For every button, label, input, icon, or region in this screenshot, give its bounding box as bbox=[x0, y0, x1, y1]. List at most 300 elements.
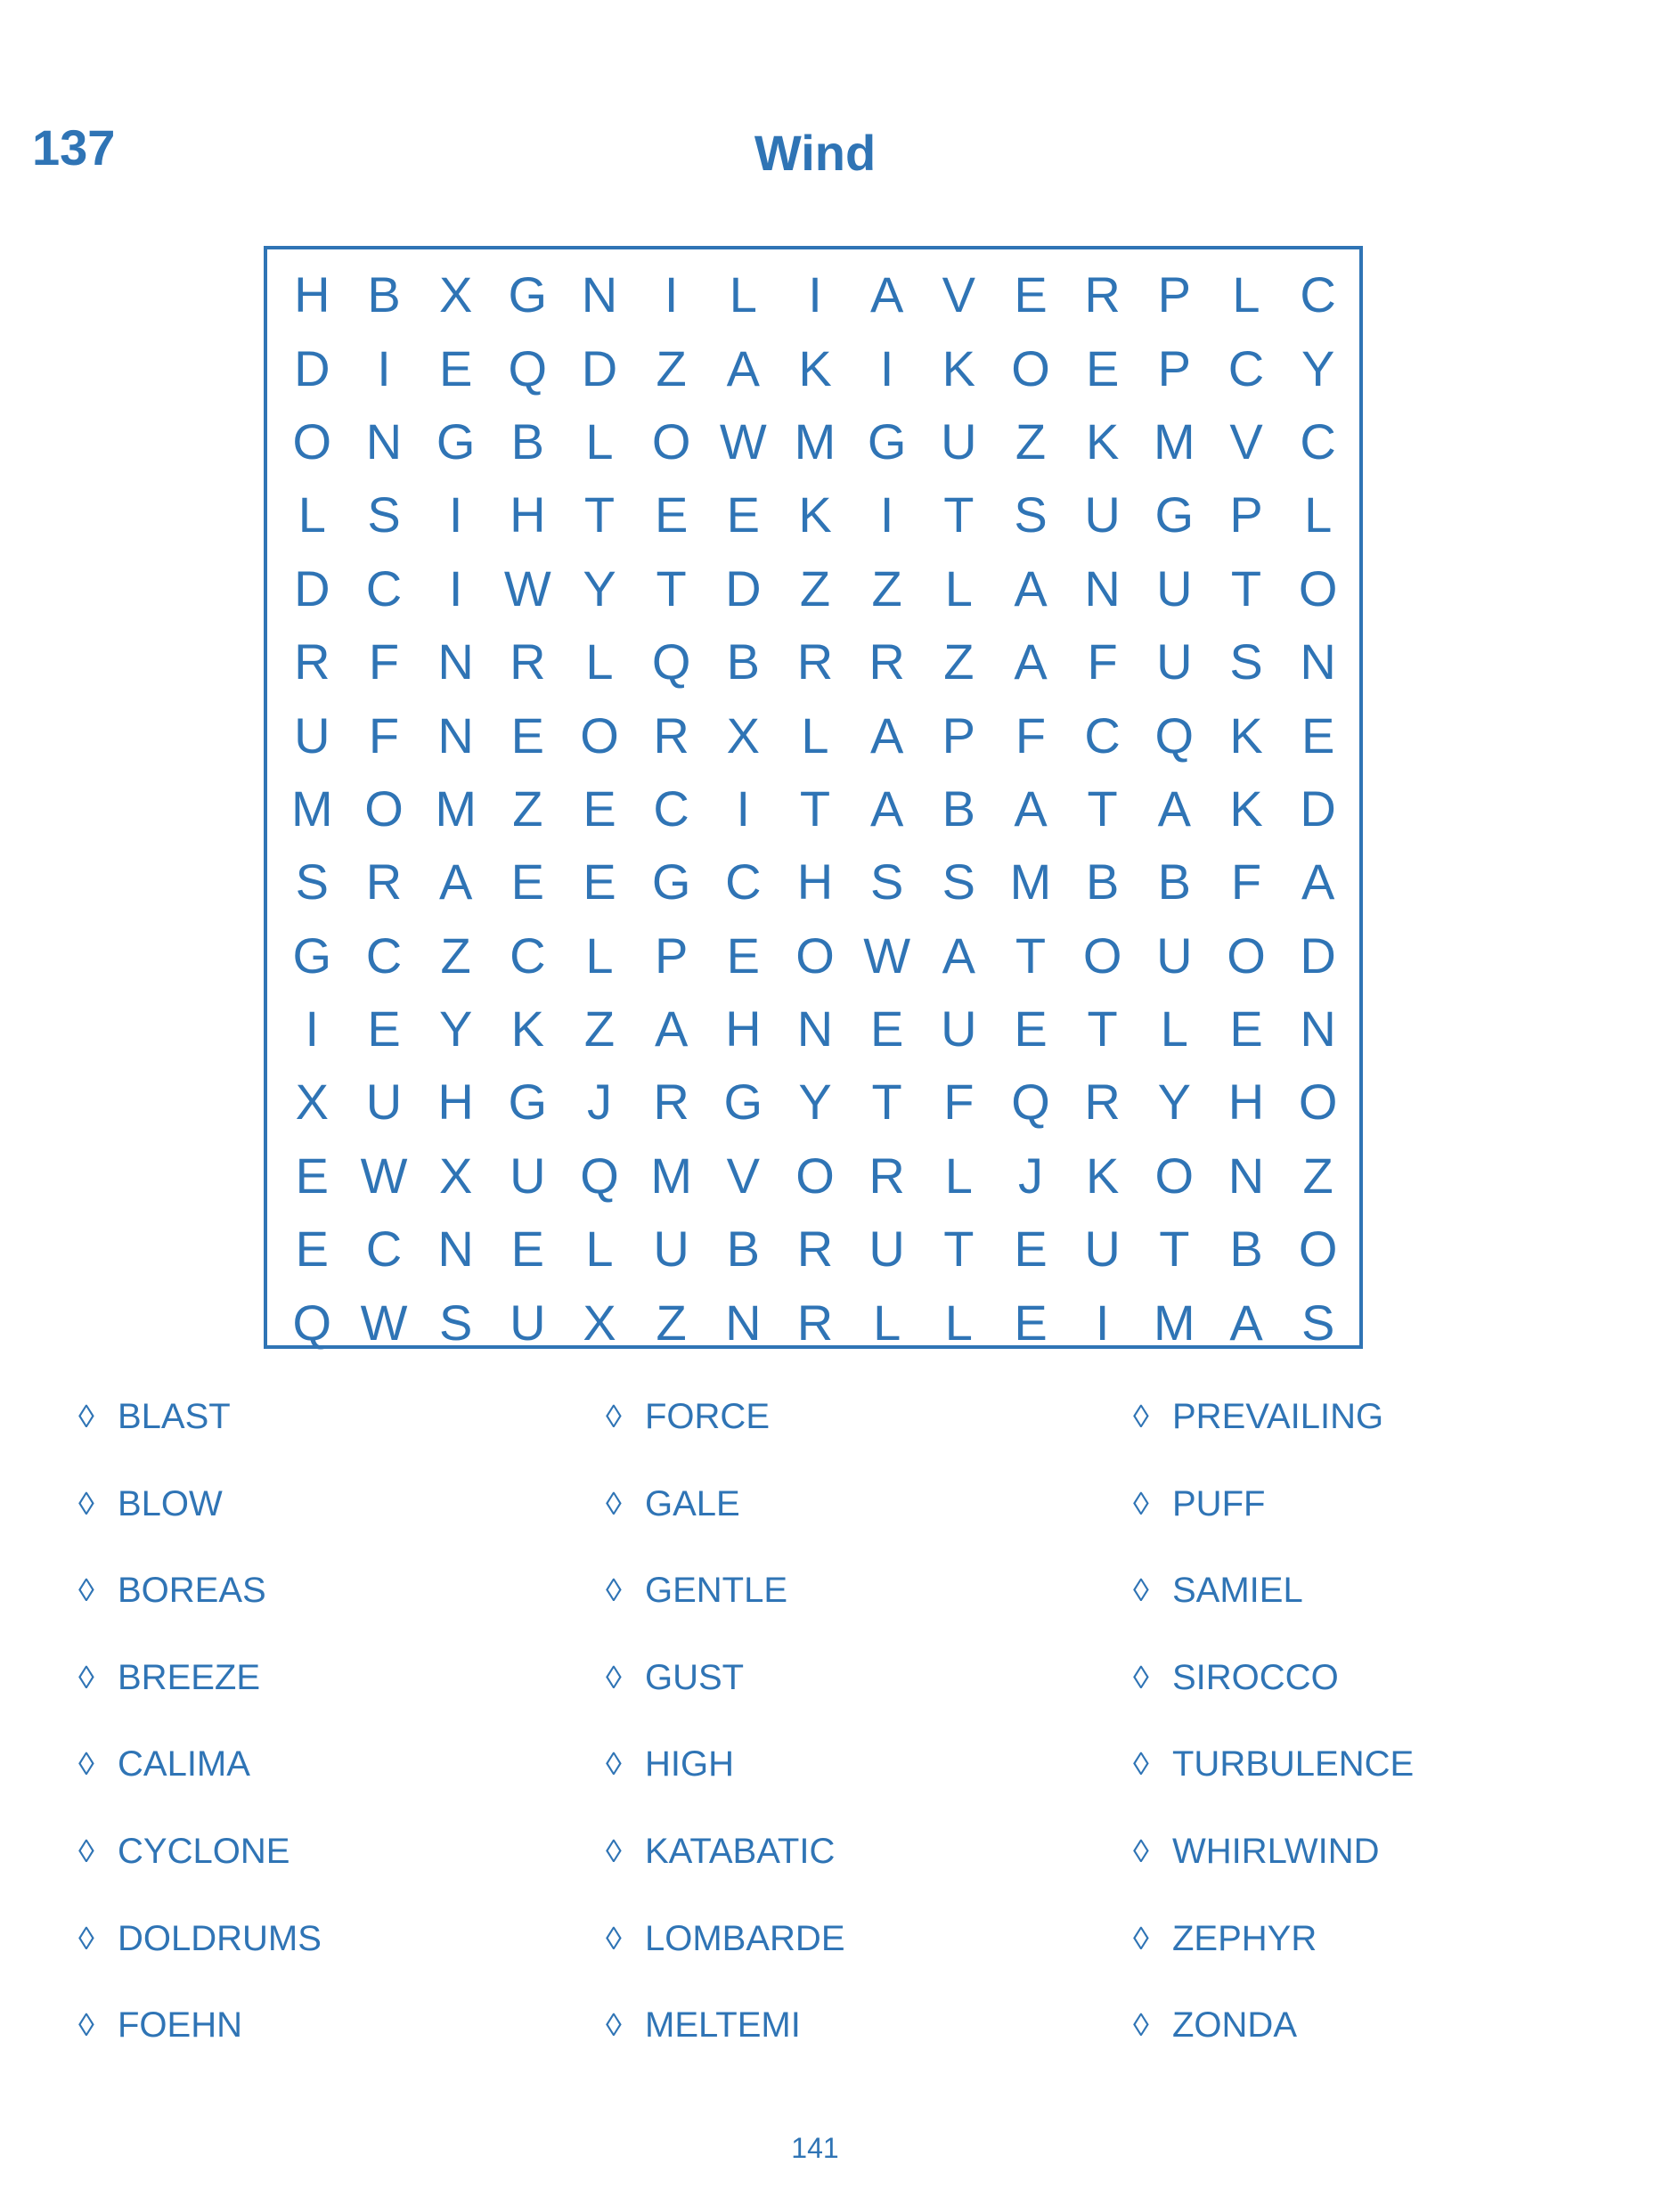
grid-cell[interactable]: O bbox=[1227, 927, 1266, 984]
grid-cell[interactable]: X bbox=[726, 706, 760, 764]
grid-cell[interactable]: B bbox=[510, 412, 544, 470]
grid-cell[interactable]: T bbox=[656, 559, 687, 617]
grid-cell[interactable]: M bbox=[1009, 853, 1052, 911]
diamond-icon: ◊ bbox=[78, 1658, 94, 1695]
grid-cell[interactable]: C bbox=[365, 1221, 403, 1278]
grid-cell[interactable]: C bbox=[653, 780, 689, 837]
word-list-item bbox=[606, 1833, 845, 1921]
grid-cell[interactable]: S bbox=[869, 853, 904, 911]
grid-cell[interactable]: B bbox=[1229, 1221, 1263, 1278]
grid-cell[interactable]: I bbox=[736, 780, 751, 837]
diamond-icon: ◊ bbox=[78, 1398, 94, 1434]
diamond-icon: ◊ bbox=[606, 1658, 622, 1695]
word-list-item bbox=[78, 1572, 322, 1660]
grid-cell[interactable]: R bbox=[510, 633, 546, 690]
grid-cell[interactable]: M bbox=[1153, 1294, 1195, 1351]
grid-cell[interactable]: Q bbox=[651, 633, 691, 690]
grid-cell[interactable]: N bbox=[365, 412, 403, 470]
grid-cell[interactable]: Z bbox=[871, 559, 902, 617]
diamond-icon: ◊ bbox=[606, 2006, 622, 2044]
grid-cell[interactable]: F bbox=[1015, 706, 1047, 764]
diamond-icon: ◊ bbox=[606, 1919, 622, 1956]
grid-cell[interactable]: V bbox=[942, 266, 975, 323]
word-list-item bbox=[1133, 2007, 1414, 2095]
grid-cell[interactable]: J bbox=[586, 1074, 612, 1131]
grid-cell[interactable]: P bbox=[1157, 339, 1191, 396]
grid-cell[interactable]: N bbox=[437, 633, 474, 690]
diamond-icon: ◊ bbox=[78, 2006, 94, 2044]
grid-cell[interactable]: R bbox=[869, 633, 905, 690]
word-list-item bbox=[606, 1918, 845, 2008]
grid-cell[interactable]: V bbox=[726, 1147, 760, 1204]
grid-cell[interactable]: L bbox=[944, 1294, 973, 1351]
diamond-icon: ◊ bbox=[1133, 1832, 1149, 1869]
grid-cell[interactable]: C bbox=[1300, 266, 1336, 323]
grid-cell[interactable]: B bbox=[1157, 853, 1191, 911]
grid-cell[interactable]: E bbox=[510, 1221, 544, 1278]
grid-cell[interactable]: K bbox=[798, 339, 832, 396]
grid-cell[interactable]: T bbox=[1087, 780, 1118, 837]
grid-cell[interactable]: A bbox=[1014, 633, 1048, 690]
grid-cell[interactable]: G bbox=[1154, 486, 1195, 543]
word-list-item bbox=[606, 1399, 845, 1486]
grid-cell[interactable]: U bbox=[1156, 559, 1193, 617]
grid-cell[interactable]: U bbox=[510, 1147, 546, 1204]
word-label: LOMBARDE bbox=[645, 1918, 845, 1958]
grid-cell[interactable]: A bbox=[869, 780, 904, 837]
grid-cell[interactable]: E bbox=[510, 706, 544, 764]
word-list-item bbox=[78, 1483, 322, 1573]
grid-cell[interactable]: K bbox=[1085, 412, 1120, 470]
grid-cell[interactable]: Z bbox=[943, 633, 975, 690]
grid-cell[interactable]: T bbox=[943, 486, 975, 543]
grid-cell[interactable]: E bbox=[869, 1000, 904, 1058]
grid-cell[interactable]: D bbox=[294, 339, 330, 396]
grid-cell[interactable]: M bbox=[1153, 412, 1195, 470]
word-label: MELTEMI bbox=[645, 2005, 801, 2046]
word-column-2 bbox=[606, 1399, 845, 2095]
word-list-item bbox=[1133, 1657, 1414, 1747]
grid-cell[interactable]: H bbox=[510, 486, 546, 543]
grid-cell[interactable]: P bbox=[654, 927, 689, 984]
grid-cell[interactable]: L bbox=[298, 486, 326, 543]
word-label: PREVAILING bbox=[1172, 1397, 1384, 1436]
grid-cell[interactable]: R bbox=[1084, 1074, 1121, 1131]
grid-cell[interactable]: U bbox=[653, 1221, 689, 1278]
grid-cell[interactable]: K bbox=[1085, 1147, 1120, 1204]
diamond-icon: ◊ bbox=[78, 1745, 94, 1783]
grid-cell[interactable]: Q bbox=[1154, 706, 1195, 764]
word-label: BLOW bbox=[118, 1483, 223, 1523]
grid-cell[interactable]: H bbox=[1227, 1074, 1265, 1131]
grid-cell[interactable]: F bbox=[1230, 853, 1262, 911]
grid-cell[interactable]: U bbox=[510, 1294, 546, 1351]
grid-cell[interactable]: N bbox=[1300, 633, 1336, 690]
diamond-icon: ◊ bbox=[78, 1832, 94, 1869]
grid-cell[interactable]: A bbox=[1229, 1294, 1263, 1351]
grid-cell[interactable]: O bbox=[1082, 927, 1122, 984]
grid-cell[interactable]: O bbox=[651, 412, 691, 470]
grid-cell[interactable]: U bbox=[869, 1221, 905, 1278]
diamond-icon: ◊ bbox=[606, 1832, 622, 1869]
grid-cell[interactable]: B bbox=[942, 780, 975, 837]
grid-cell[interactable]: B bbox=[726, 633, 760, 690]
grid-cell[interactable]: N bbox=[1084, 559, 1121, 617]
grid-cell[interactable]: R bbox=[653, 706, 689, 764]
grid-cell[interactable]: R bbox=[653, 1074, 689, 1131]
grid-cell[interactable]: T bbox=[583, 486, 616, 543]
grid-cell[interactable]: T bbox=[1015, 927, 1047, 984]
grid-cell[interactable]: S bbox=[1014, 486, 1048, 543]
word-label: CALIMA bbox=[118, 1744, 250, 1784]
grid-cell[interactable]: P bbox=[1157, 266, 1191, 323]
word-search-grid bbox=[264, 246, 1363, 1349]
grid-cell[interactable]: I bbox=[448, 559, 463, 617]
grid-cell[interactable]: S bbox=[942, 853, 975, 911]
grid-cell[interactable]: G bbox=[508, 1074, 548, 1131]
grid-cell[interactable]: L bbox=[729, 266, 757, 323]
word-column-3 bbox=[1133, 1399, 1414, 2095]
grid-cell[interactable]: Y bbox=[583, 559, 616, 617]
grid-cell[interactable]: M bbox=[291, 780, 333, 837]
word-label: ZONDA bbox=[1172, 2005, 1297, 2046]
grid-cell[interactable]: L bbox=[873, 1294, 901, 1351]
grid-cell[interactable]: Y bbox=[1157, 1074, 1191, 1131]
grid-cell[interactable]: K bbox=[510, 1000, 544, 1058]
grid-cell[interactable]: K bbox=[942, 339, 975, 396]
grid-cell[interactable]: F bbox=[943, 1074, 975, 1131]
grid-cell[interactable]: T bbox=[943, 1221, 975, 1278]
grid-cell[interactable]: E bbox=[583, 780, 616, 837]
word-label: DOLDRUMS bbox=[118, 1918, 322, 1958]
grid-cell[interactable]: G bbox=[292, 927, 332, 984]
grid-cell[interactable]: U bbox=[1156, 633, 1193, 690]
grid-cell[interactable]: L bbox=[1304, 486, 1333, 543]
grid-cell[interactable]: A bbox=[1301, 853, 1335, 911]
diamond-icon: ◊ bbox=[1133, 1572, 1149, 1609]
word-list-item bbox=[1133, 1399, 1414, 1486]
grid-cell[interactable]: Z bbox=[512, 780, 543, 837]
grid-cell[interactable]: H bbox=[294, 266, 330, 323]
grid-cell[interactable]: F bbox=[368, 633, 400, 690]
grid-cell[interactable]: K bbox=[798, 486, 832, 543]
diamond-icon: ◊ bbox=[1133, 2006, 1149, 2044]
grid-cell[interactable]: I bbox=[377, 339, 391, 396]
grid-cell[interactable]: E bbox=[583, 853, 616, 911]
word-label: TURBULENCE bbox=[1172, 1744, 1415, 1784]
grid-cell[interactable]: L bbox=[1232, 266, 1260, 323]
grid-cell[interactable]: O bbox=[364, 780, 404, 837]
grid-cell[interactable]: D bbox=[1300, 927, 1336, 984]
word-label: BREEZE bbox=[118, 1657, 261, 1697]
grid-cell[interactable]: O bbox=[292, 412, 332, 470]
grid-cell[interactable]: L bbox=[1160, 1000, 1188, 1058]
word-list bbox=[0, 1399, 1680, 2111]
grid-cell[interactable]: T bbox=[799, 780, 831, 837]
word-list-item bbox=[606, 1657, 845, 1747]
grid-cell[interactable]: L bbox=[801, 706, 829, 764]
word-list-item bbox=[1133, 1918, 1414, 2008]
grid-cell[interactable]: E bbox=[1301, 706, 1335, 764]
word-list-item bbox=[606, 1746, 845, 1833]
grid-cell[interactable]: D bbox=[581, 339, 618, 396]
grid-cell[interactable]: N bbox=[437, 706, 474, 764]
grid-cell[interactable]: N bbox=[1227, 1147, 1265, 1204]
grid-cell[interactable]: E bbox=[726, 927, 760, 984]
grid-cell[interactable]: E bbox=[1085, 339, 1120, 396]
grid-cell[interactable]: R bbox=[869, 1147, 905, 1204]
diamond-icon: ◊ bbox=[606, 1484, 622, 1522]
grid-cell[interactable]: A bbox=[726, 339, 760, 396]
word-label: FORCE bbox=[645, 1397, 770, 1436]
grid-cell[interactable]: L bbox=[944, 559, 973, 617]
grid-cell[interactable]: G bbox=[436, 412, 476, 470]
grid-cell[interactable]: E bbox=[1014, 1221, 1048, 1278]
grid-cell[interactable]: Z bbox=[1302, 1147, 1333, 1204]
grid-cell[interactable]: X bbox=[295, 1074, 329, 1131]
grid-cell[interactable]: A bbox=[1014, 780, 1048, 837]
grid-cell[interactable]: M bbox=[650, 1147, 692, 1204]
grid-cell[interactable]: Z bbox=[656, 1294, 687, 1351]
grid-cell[interactable]: E bbox=[438, 339, 473, 396]
grid-cell[interactable]: A bbox=[438, 853, 473, 911]
grid-cell[interactable]: H bbox=[437, 1074, 474, 1131]
grid-cell[interactable]: N bbox=[581, 266, 618, 323]
grid-cell[interactable]: H bbox=[796, 853, 834, 911]
grid-cell[interactable]: E bbox=[1014, 1000, 1048, 1058]
grid-cell[interactable]: S bbox=[1301, 1294, 1335, 1351]
grid-cell[interactable]: C bbox=[1227, 339, 1265, 396]
grid-cell[interactable]: R bbox=[365, 853, 403, 911]
word-label: PUFF bbox=[1172, 1483, 1266, 1523]
grid-cell[interactable]: G bbox=[867, 412, 907, 470]
grid-cell[interactable]: E bbox=[1014, 266, 1048, 323]
grid-cell[interactable]: C bbox=[1300, 412, 1336, 470]
grid-cell[interactable]: N bbox=[725, 1294, 762, 1351]
grid-cell[interactable]: Q bbox=[580, 1147, 619, 1204]
word-label: ZEPHYR bbox=[1172, 1918, 1317, 1958]
grid-cell[interactable]: N bbox=[1300, 1000, 1336, 1058]
grid-cell[interactable]: I bbox=[879, 486, 894, 543]
grid-cell[interactable]: O bbox=[1298, 559, 1338, 617]
diamond-icon: ◊ bbox=[1133, 1745, 1149, 1783]
grid-cell[interactable]: O bbox=[1011, 339, 1050, 396]
grid-cell[interactable]: Q bbox=[508, 339, 548, 396]
grid-cell[interactable]: I bbox=[879, 339, 894, 396]
grid-cell[interactable]: X bbox=[438, 266, 473, 323]
grid-cell[interactable]: U bbox=[365, 1074, 403, 1131]
grid-cell[interactable]: C bbox=[510, 927, 546, 984]
grid-cell[interactable]: G bbox=[723, 1074, 763, 1131]
word-list-item bbox=[78, 1657, 322, 1747]
grid-cell[interactable]: X bbox=[438, 1147, 473, 1204]
grid-cell[interactable]: E bbox=[295, 1147, 329, 1204]
grid-cell[interactable]: K bbox=[1229, 706, 1263, 764]
grid-cell[interactable]: T bbox=[1230, 559, 1262, 617]
grid-cell[interactable]: G bbox=[651, 853, 691, 911]
grid-cell[interactable]: B bbox=[367, 266, 401, 323]
grid-cell[interactable]: D bbox=[725, 559, 762, 617]
grid-cell[interactable]: I bbox=[448, 486, 463, 543]
grid-cell[interactable]: Z bbox=[799, 559, 831, 617]
grid-cell[interactable]: C bbox=[725, 853, 762, 911]
word-list-item bbox=[1133, 1833, 1414, 1921]
diamond-icon: ◊ bbox=[78, 1572, 94, 1609]
grid-cell[interactable]: R bbox=[1084, 266, 1121, 323]
grid-cell[interactable]: O bbox=[795, 1147, 835, 1204]
grid-cell[interactable]: S bbox=[438, 1294, 473, 1351]
grid-cell[interactable]: Y bbox=[798, 1074, 832, 1131]
grid-cell[interactable]: L bbox=[585, 412, 614, 470]
grid-cell[interactable]: L bbox=[585, 927, 614, 984]
word-label: GENTLE bbox=[645, 1571, 788, 1611]
diamond-icon: ◊ bbox=[1133, 1919, 1149, 1956]
word-label: CYCLONE bbox=[118, 1831, 290, 1871]
grid-cell[interactable]: I bbox=[305, 1000, 320, 1058]
diamond-icon: ◊ bbox=[78, 1484, 94, 1522]
grid-cell[interactable]: Q bbox=[292, 1294, 332, 1351]
grid-cell[interactable]: S bbox=[295, 853, 329, 911]
grid-cell[interactable]: E bbox=[1229, 1000, 1263, 1058]
grid-cell[interactable]: C bbox=[1084, 706, 1121, 764]
grid-cell[interactable]: O bbox=[795, 927, 835, 984]
grid-cell[interactable]: P bbox=[942, 706, 975, 764]
grid-cell[interactable]: C bbox=[365, 559, 403, 617]
diamond-icon: ◊ bbox=[78, 1919, 94, 1956]
grid-cell[interactable]: T bbox=[1159, 1221, 1190, 1278]
grid-cell[interactable]: V bbox=[1229, 412, 1263, 470]
grid-cell[interactable]: H bbox=[725, 1000, 762, 1058]
word-list-item bbox=[1133, 1483, 1414, 1573]
diamond-icon: ◊ bbox=[1133, 1658, 1149, 1695]
grid-cell[interactable]: U bbox=[941, 412, 977, 470]
grid-cell[interactable]: T bbox=[1087, 1000, 1118, 1058]
grid-cell[interactable]: U bbox=[1084, 1221, 1121, 1278]
word-list-item bbox=[78, 1746, 322, 1833]
word-list-item bbox=[1133, 1746, 1414, 1833]
grid-cell[interactable]: Z bbox=[1015, 412, 1047, 470]
word-label: GALE bbox=[645, 1483, 740, 1523]
puzzle-number: 137 bbox=[32, 119, 116, 176]
grid-cell[interactable]: L bbox=[585, 1221, 614, 1278]
grid-cell[interactable]: R bbox=[796, 1221, 834, 1278]
grid-cell[interactable]: A bbox=[869, 266, 904, 323]
grid-cell[interactable]: Y bbox=[1301, 339, 1335, 396]
grid-cell[interactable]: X bbox=[583, 1294, 616, 1351]
grid-cell[interactable]: U bbox=[1084, 486, 1121, 543]
grid-cell[interactable]: W bbox=[360, 1294, 408, 1351]
grid-cell[interactable]: N bbox=[796, 1000, 834, 1058]
grid-cell[interactable]: A bbox=[654, 1000, 689, 1058]
grid-cell[interactable]: I bbox=[664, 266, 679, 323]
grid-cell[interactable]: W bbox=[503, 559, 551, 617]
grid-cell[interactable]: W bbox=[360, 1147, 408, 1204]
grid-cell[interactable]: A bbox=[942, 927, 975, 984]
grid-cell[interactable]: W bbox=[863, 927, 911, 984]
grid-cell[interactable]: U bbox=[294, 706, 330, 764]
grid-cell[interactable]: D bbox=[1300, 780, 1336, 837]
grid-cell[interactable]: U bbox=[1156, 927, 1193, 984]
grid-cell[interactable]: L bbox=[944, 1147, 973, 1204]
word-list-item bbox=[1133, 1572, 1414, 1660]
grid-cell[interactable]: R bbox=[796, 633, 834, 690]
word-list-item bbox=[78, 1833, 322, 1921]
diamond-icon: ◊ bbox=[606, 1572, 622, 1609]
word-label: BOREAS bbox=[118, 1571, 266, 1611]
grid-cell[interactable]: A bbox=[1157, 780, 1191, 837]
grid-cell[interactable]: S bbox=[367, 486, 401, 543]
grid-cell[interactable]: O bbox=[1298, 1074, 1338, 1131]
grid-cell[interactable]: Z bbox=[440, 927, 471, 984]
grid-cell[interactable]: A bbox=[869, 706, 904, 764]
grid-cell[interactable]: N bbox=[437, 1221, 474, 1278]
word-label: SIROCCO bbox=[1172, 1657, 1339, 1697]
grid-cell[interactable]: R bbox=[796, 1294, 834, 1351]
grid-cell[interactable]: F bbox=[368, 706, 400, 764]
word-label: KATABATIC bbox=[645, 1831, 836, 1871]
word-list-item bbox=[78, 1918, 322, 2008]
grid-cell[interactable]: T bbox=[871, 1074, 902, 1131]
grid-cell[interactable]: O bbox=[1154, 1147, 1195, 1204]
word-label: FOEHN bbox=[118, 2005, 242, 2046]
grid-cell[interactable]: C bbox=[365, 927, 403, 984]
grid-cell[interactable]: I bbox=[1095, 1294, 1110, 1351]
grid-cell[interactable]: E bbox=[367, 1000, 401, 1058]
word-label: HIGH bbox=[645, 1744, 734, 1784]
grid-cell[interactable]: R bbox=[294, 633, 330, 690]
grid-cell[interactable]: E bbox=[1014, 1294, 1048, 1351]
grid-cell[interactable]: A bbox=[1014, 559, 1048, 617]
grid-cell[interactable]: U bbox=[941, 1000, 977, 1058]
page-number: 141 bbox=[791, 2132, 839, 2164]
word-list-item bbox=[78, 1399, 322, 1486]
grid-cell[interactable]: J bbox=[1017, 1147, 1043, 1204]
word-list-item bbox=[78, 2007, 322, 2095]
grid-cell[interactable]: G bbox=[508, 266, 548, 323]
word-column-1 bbox=[78, 1399, 322, 2095]
grid-cell[interactable]: W bbox=[719, 412, 767, 470]
grid-cell[interactable]: Z bbox=[656, 339, 687, 396]
grid-cell[interactable]: I bbox=[808, 266, 822, 323]
grid-cell[interactable]: O bbox=[1298, 1221, 1338, 1278]
grid-cell[interactable]: L bbox=[585, 633, 614, 690]
grid-cell[interactable]: Z bbox=[583, 1000, 616, 1058]
grid-cell[interactable]: E bbox=[726, 486, 760, 543]
grid-cell[interactable]: B bbox=[1085, 853, 1120, 911]
grid-cell[interactable]: S bbox=[1229, 633, 1263, 690]
grid-cell[interactable]: E bbox=[654, 486, 689, 543]
grid-cell[interactable]: K bbox=[1229, 780, 1263, 837]
grid-cell[interactable]: P bbox=[1229, 486, 1263, 543]
grid-cell[interactable]: O bbox=[580, 706, 619, 764]
grid-cell[interactable]: M bbox=[435, 780, 477, 837]
grid-cell[interactable]: E bbox=[510, 853, 544, 911]
diamond-icon: ◊ bbox=[606, 1745, 622, 1783]
grid-cell[interactable]: F bbox=[1087, 633, 1118, 690]
word-label: SAMIEL bbox=[1172, 1571, 1303, 1611]
diamond-icon: ◊ bbox=[1133, 1484, 1149, 1522]
grid-cell[interactable]: B bbox=[726, 1221, 760, 1278]
grid-cell[interactable]: E bbox=[295, 1221, 329, 1278]
letter-grid bbox=[276, 258, 1354, 1360]
grid-cell[interactable]: D bbox=[294, 559, 330, 617]
diamond-icon: ◊ bbox=[1133, 1398, 1149, 1434]
grid-cell[interactable]: Q bbox=[1011, 1074, 1050, 1131]
grid-cell[interactable]: M bbox=[794, 412, 836, 470]
page-title: Wind bbox=[754, 125, 877, 181]
word-list-item bbox=[606, 1572, 845, 1660]
grid-cell[interactable]: Y bbox=[438, 1000, 473, 1058]
